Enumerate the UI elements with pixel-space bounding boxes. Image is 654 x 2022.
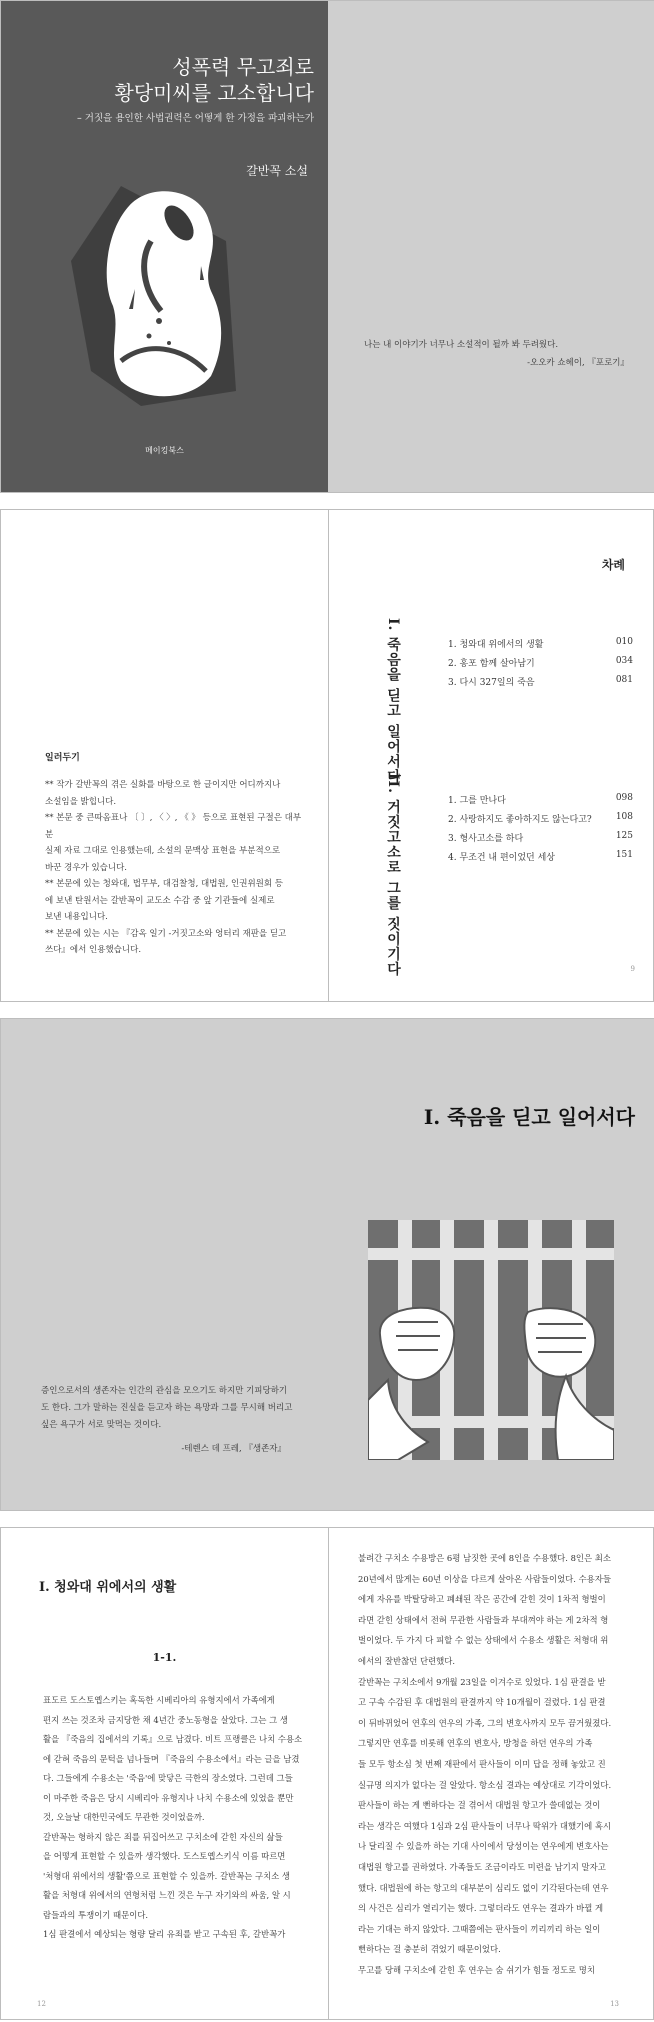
part-epigraph-line: 증인으로서의 생존자는 인간의 관심을 모으기도 하지만 기피당하기 xyxy=(41,1386,288,1396)
notes-page xyxy=(1,510,329,1001)
body-line: 표도르 도스토옙스키는 혹독한 시베리아의 유형지에서 가족에게 xyxy=(43,1695,275,1705)
body-line: 갈반꼭는 구치소에서 9개월 23일을 이겨수로 있었다. 1심 판결을 받 xyxy=(358,1676,606,1687)
chapter-left-body xyxy=(43,1691,308,1945)
body-line: 갈반꼭는 형하지 않은 죄를 뒤집어쓰고 구치소에 갇힌 자신의 삶들 xyxy=(43,1831,283,1842)
body-line: '처형대 위에서의 생활'쯤으로 표현할 수 있을까. 갈반꼭는 구치소 생 xyxy=(43,1870,290,1881)
body-line: 했다. 대법원에 하는 항고의 대부분이 심리도 없이 기각된다는데 연우 xyxy=(358,1882,609,1893)
toc-item-page: 034 xyxy=(615,656,633,666)
cover-publisher: 메이킹북스 xyxy=(145,446,184,455)
part-title-page xyxy=(328,1019,654,1510)
part-title: I. 죽음을 딛고 일어서다 xyxy=(423,1105,635,1129)
body-line: 나 달리질 수 있을까 하는 기대 사이에서 당성이는 연우에게 변호사는 xyxy=(358,1841,609,1852)
toc-item[interactable] xyxy=(448,793,633,806)
toc-item-page: 125 xyxy=(615,831,633,841)
notes-line: 소설임을 밝힙니다. xyxy=(45,796,117,807)
notes-line: 에 보낸 탄원서는 갈반꼭이 교도소 수감 중 앞 기관들에 실제로 xyxy=(45,895,275,906)
body-line: 에 갇혀 죽음의 문턱을 넘나들며 『죽음의 수용소에서』라는 글을 남겼 xyxy=(43,1753,300,1764)
body-line: 편지 쓰는 것조차 금지당한 채 4년간 중노동형을 살았다. 그는 그 생 xyxy=(43,1714,288,1725)
body-line: 들 모두 항소심 첫 번째 재판에서 판사들이 이미 답을 정해 놓았고 진 xyxy=(358,1758,606,1769)
toc-item-label: 4. 무조건 내 편이었던 세상 xyxy=(448,853,555,863)
epigraph-page xyxy=(328,1,654,492)
notes-heading: 일러두기 xyxy=(45,753,80,763)
body-line: 에서의 잘반찮던 단련했다. xyxy=(358,1655,455,1666)
toc-item-label: 1. 청와대 위에서의 생활 xyxy=(448,640,544,650)
body-line: 의 사건은 심리가 열리기는 했다. 그렇더라도 연우는 결과가 바뀔 게 xyxy=(358,1903,604,1914)
toc-item[interactable] xyxy=(448,831,633,844)
chapter-title: I. 청와대 위에서의 생활 xyxy=(39,1580,177,1595)
epigraph-text: 나는 내 이야기가 너무나 소설적이 될까 봐 두려웠다. xyxy=(364,340,559,350)
notes-line: ** 작가 갈반꼭의 겪은 실화를 바탕으로 한 글이지만 어디까지나 xyxy=(45,780,281,790)
body-line: 람들과의 투쟁이기 때문이다. xyxy=(43,1909,149,1920)
left-page-number: 12 xyxy=(37,2000,46,2008)
body-line: 라는 생각은 여했다 1심과 2심 판사들이 너무나 딱위가 대했기에 혹시 xyxy=(358,1820,612,1831)
body-line: 벌이었다. 두 가지 다 피할 수 없는 상태에서 수용소 생활은 처형대 위 xyxy=(358,1635,609,1646)
toc-item-label: 1. 그를 만나다 xyxy=(448,796,506,806)
toc-item-page: 098 xyxy=(615,793,633,803)
body-line: 대법원 항고를 권하였다. 가족들도 조금이라도 미련을 남기지 말자고 xyxy=(358,1861,606,1872)
body-line: 뻔하다는 걸 충분히 겪었기 때문이었다. xyxy=(358,1944,501,1955)
toc-item-label: 3. 형사고소를 하다 xyxy=(448,834,524,844)
toc-item-label: 2. 홍포 함께 살아남기 xyxy=(448,659,535,669)
right-page-number: 13 xyxy=(610,2000,619,2008)
cover-spread xyxy=(0,0,654,493)
part-epigraph-page xyxy=(1,1019,329,1510)
body-line: 이 마주한 죽음은 당시 시베리아 유형지나 나치 수용소에 있었을 뿐만 xyxy=(43,1792,294,1803)
notes-line: ** 본문에 있는 시는 『감옥 일기 -거짓고소와 엉터리 재판을 딛고 xyxy=(45,928,287,939)
cover-subtitle: – 거짓을 용인한 사법권력은 어떻게 한 가정을 파괴하는가 xyxy=(77,113,314,124)
chapter-spread xyxy=(0,1527,654,2020)
toc-item-page: 108 xyxy=(615,812,633,822)
body-line: 1심 판결에서 예상되는 형량 달리 유죄를 받고 구속된 후, 갈반꼭가 xyxy=(43,1929,286,1939)
section-heading: 1-1. xyxy=(152,1651,177,1664)
body-line: 을 어떻게 표현할 수 있을까 생각했다. 도스토옙스키식 이름 따르면 xyxy=(43,1851,286,1861)
notes-body xyxy=(45,777,305,959)
front-cover xyxy=(1,1,329,492)
toc-item-page: 081 xyxy=(615,675,633,685)
toc-item-page: 151 xyxy=(615,850,633,860)
notes-line: 바꾼 경우가 있습니다. xyxy=(45,862,128,873)
cover-title-line2: 황당미씨를 고소합니다 xyxy=(114,81,314,105)
toc-item[interactable] xyxy=(448,812,633,825)
chapter-right-page xyxy=(328,1528,654,2019)
body-line: 라면 갇힌 상태에서 전혀 무관한 사람들과 부대껴야 하는 게 2차적 형 xyxy=(358,1614,609,1625)
notes-line: 쓰다』에서 인용했습니다. xyxy=(45,945,142,955)
body-line: 그렇지만 연후를 비롯해 연후의 변호사, 방청을 하던 연우의 가족 xyxy=(358,1738,593,1749)
body-line: 무고를 당해 구치소에 갇힌 후 연우는 숨 쉬기가 힘들 정도로 명치 xyxy=(358,1964,595,1975)
notes-line: 보낸 내용입니다. xyxy=(45,912,108,922)
part-epigraph xyxy=(41,1383,292,1434)
body-line: 에게 자유를 박탈당하고 폐쇄된 작은 공간에 갇힌 것이 1차적 형벌이 xyxy=(358,1594,606,1605)
body-line: 다. 그들에게 수용소는 '죽음'에 맞닿은 극한의 장소였다. 그런데 그들 xyxy=(43,1773,293,1783)
chapter-left-page xyxy=(1,1528,329,2019)
body-line: 실규명 의지가 없다는 걸 알았다. 항소심 결과는 예상대로 기각이었다. xyxy=(358,1779,612,1790)
body-line: 라는 기대는 하지 않았다. 그때쯤에는 판사들이 끼리끼리 하는 일이 xyxy=(358,1923,601,1934)
body-line: 것, 오늘날 대한민국에도 무관한 것이었을까. xyxy=(43,1812,205,1822)
body-line: 고 구속 수감된 후 대법원의 판결까지 약 10개월이 걸렸다. 1심 판결 xyxy=(358,1697,606,1708)
toc-item[interactable] xyxy=(448,850,633,863)
toc-part1-title: I. 죽음을 딛고 일어서다 xyxy=(385,618,401,785)
toc-part2-title: II. 거짓고소로 그를 짓이기다 xyxy=(385,773,401,977)
toc-item-label: 3. 다시 327일의 죽음 xyxy=(448,678,535,688)
epigraph-source: -오오카 쇼헤이, 『포로기』 xyxy=(527,358,629,368)
body-line: 이 뒤바뀌었어 연후의 연우의 가족, 그의 변호사까지 모두 끔거웠졌다. xyxy=(358,1717,612,1728)
part-epigraph-source: -테렌스 데 프레, 『생존자』 xyxy=(181,1444,286,1454)
chapter-right-body xyxy=(358,1548,638,1980)
body-line: 활을 『죽음의 집에서의 기록』으로 남겼다. 비트 프랭클은 나치 수용소 xyxy=(43,1734,303,1744)
toc-item[interactable] xyxy=(448,675,633,688)
notes-line: 실제 자료 그대로 인용했는데, 소설의 문맥상 표현을 부분적으로 xyxy=(45,846,281,856)
body-line: 20년에서 많게는 60년 이상을 다르게 살아온 사람들이었다. 수용자들 xyxy=(358,1573,611,1584)
cover-title-line1: 성폭력 무고죄로 xyxy=(172,55,314,79)
body-line: 불려간 구치소 수용방은 6평 남짓한 곳에 8인을 수용했다. 8인은 최소 xyxy=(358,1553,611,1563)
toc-page-number: 9 xyxy=(630,965,635,973)
cover-illustration xyxy=(51,171,271,411)
toc-item-label: 2. 사랑하지도 좋아하지도 않는다고? xyxy=(448,815,592,825)
part-epigraph-line: 도 한다. 그가 말하는 진실을 듣고자 하는 욕망과 그를 무시해 버리고 xyxy=(41,1403,293,1413)
toc-item-page: 010 xyxy=(615,637,633,647)
part-epigraph-line: 싶은 욕구가 서로 맞먹는 것이다. xyxy=(41,1420,162,1430)
toc-spread xyxy=(0,509,654,1002)
part-spread xyxy=(0,1018,654,1511)
toc-title: 차례 xyxy=(601,558,625,572)
prison-bars-illustration xyxy=(368,1220,614,1460)
toc-item[interactable] xyxy=(448,637,633,650)
body-line: 활을 처형대 위에서의 연형처럼 느낀 것은 누구 자기와의 싸움, 알 시 xyxy=(43,1890,291,1900)
notes-line: ** 본문 중 큰따옴표나 〔 〕, 〈 〉, 《 》 등으로 표현된 구절은 대부분 xyxy=(45,813,302,840)
body-line: 판사들이 하는 게 뻔하다는 걸 겪어서 대법원 항고가 쓸데없는 것이 xyxy=(358,1800,601,1811)
cover-author: 갈반꼭 소설 xyxy=(246,164,308,178)
toc-item[interactable] xyxy=(448,656,633,669)
notes-line: ** 본문에 있는 청와대, 법무부, 대검찰청, 대법원, 인권위원회 등 xyxy=(45,879,283,889)
toc-page xyxy=(328,510,654,1001)
